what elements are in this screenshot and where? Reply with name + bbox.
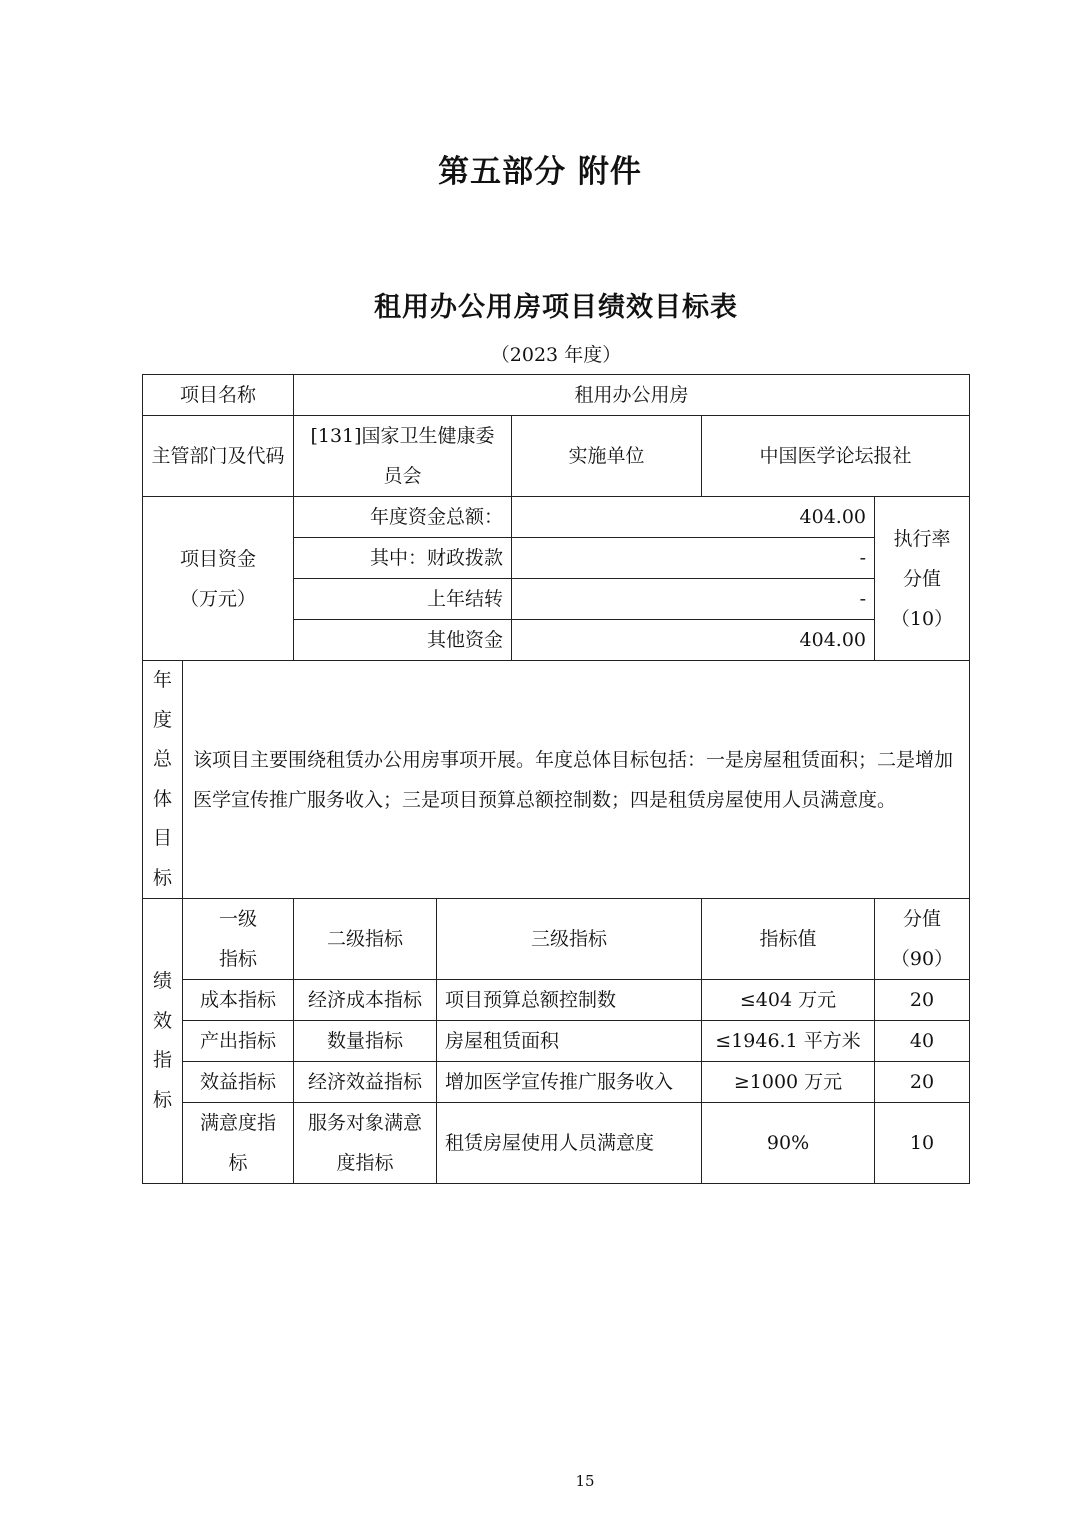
indicator-row <box>143 980 970 1021</box>
indicator-value: ≤1946.1 平方米 <box>702 1021 875 1062</box>
header-level2: 二级指标 <box>294 899 437 980</box>
header-score-line1: 分值 <box>903 908 942 930</box>
goal-label-char: 目 <box>152 827 172 849</box>
indicator-label-char: 效 <box>152 1009 172 1032</box>
header-level1 <box>183 899 294 980</box>
funds-carryover-value: - <box>512 579 875 620</box>
funds-total-value: 404.00 <box>512 497 875 538</box>
header-level1-line1: 一级 <box>219 908 258 930</box>
indicator-score: 20 <box>875 1062 970 1103</box>
project-name-row <box>143 375 970 416</box>
funds-carryover-label: 上年结转 <box>294 579 512 620</box>
header-level3: 三级指标 <box>437 899 702 980</box>
indicator-label-char: 指 <box>152 1049 172 1071</box>
exec-rate-line3: （10） <box>890 607 954 630</box>
header-score <box>875 899 970 980</box>
goal-text: 该项目主要围绕租赁办公用房事项开展。年度总体目标包括：一是房屋租赁面积；二是增加医学宣传推广服务收入；三是项目预算总额控制数；四是租赁房屋使用人员满意度。 <box>183 661 970 899</box>
indicator-level1: 满意度指标 <box>183 1103 294 1184</box>
funds-row-total <box>143 497 970 538</box>
part-title: 第五部分 附件 <box>438 154 642 190</box>
indicator-level1: 效益指标 <box>183 1062 294 1103</box>
indicator-level3: 租赁房屋使用人员满意度 <box>437 1103 702 1184</box>
indicator-level3: 房屋租赁面积 <box>437 1021 702 1062</box>
exec-rate-line2: 分值 <box>903 567 942 590</box>
project-name-label: 项目名称 <box>143 375 294 416</box>
indicator-row <box>143 1062 970 1103</box>
indicator-value: ≥1000 万元 <box>702 1062 875 1103</box>
project-name-value: 租用办公用房 <box>294 375 970 416</box>
goal-row <box>143 661 970 899</box>
funds-label <box>143 497 294 661</box>
dept-value: [131]国家卫生健康委员会 <box>294 416 512 497</box>
indicator-label-char: 标 <box>152 1088 172 1111</box>
goal-label-char: 总 <box>152 748 172 770</box>
exec-rate-line1: 执行率 <box>893 527 951 550</box>
indicator-level2: 服务对象满意度指标 <box>294 1103 437 1184</box>
funds-label-line2: （万元） <box>180 587 257 610</box>
indicator-score: 20 <box>875 980 970 1021</box>
page-number: 15 <box>575 1472 595 1490</box>
funds-other-label: 其他资金 <box>294 620 512 661</box>
indicator-level2: 经济成本指标 <box>294 980 437 1021</box>
indicator-level2: 经济效益指标 <box>294 1062 437 1103</box>
dept-row <box>143 416 970 497</box>
header-score-line2: （90） <box>890 948 954 970</box>
funds-other-value: 404.00 <box>512 620 875 661</box>
indicator-header-row <box>143 899 970 980</box>
funds-fiscal-value: - <box>512 538 875 579</box>
goal-label-char: 体 <box>152 787 172 810</box>
table-title: 租用办公用房项目绩效目标表 <box>374 292 738 323</box>
exec-rate-score <box>875 497 970 661</box>
indicator-label <box>143 899 183 1184</box>
indicator-row <box>143 1021 970 1062</box>
indicator-level3: 增加医学宣传推广服务收入 <box>437 1062 702 1103</box>
year-label: （2023 年度） <box>490 344 622 366</box>
indicator-score: 10 <box>875 1103 970 1184</box>
unit-label: 实施单位 <box>512 416 702 497</box>
goal-label <box>143 661 183 899</box>
goal-label-char: 标 <box>152 866 172 889</box>
indicator-level1: 成本指标 <box>183 980 294 1021</box>
dept-label: 主管部门及代码 <box>143 416 294 497</box>
indicator-label-char: 绩 <box>152 970 172 992</box>
goal-label-char: 年 <box>152 669 172 691</box>
header-value: 指标值 <box>702 899 875 980</box>
indicator-value: 90% <box>702 1103 875 1184</box>
indicator-level2: 数量指标 <box>294 1021 437 1062</box>
header-level1-line2: 指标 <box>219 948 258 970</box>
goal-label-char: 度 <box>152 708 172 731</box>
funds-label-line1: 项目资金 <box>180 547 257 570</box>
indicator-level1: 产出指标 <box>183 1021 294 1062</box>
funds-total-label: 年度资金总额： <box>294 497 512 538</box>
performance-table <box>142 374 970 1184</box>
unit-value: 中国医学论坛报社 <box>702 416 970 497</box>
indicator-row <box>143 1103 970 1184</box>
indicator-value: ≤404 万元 <box>702 980 875 1021</box>
funds-fiscal-label: 其中：财政拨款 <box>294 538 512 579</box>
indicator-score: 40 <box>875 1021 970 1062</box>
indicator-level3: 项目预算总额控制数 <box>437 980 702 1021</box>
